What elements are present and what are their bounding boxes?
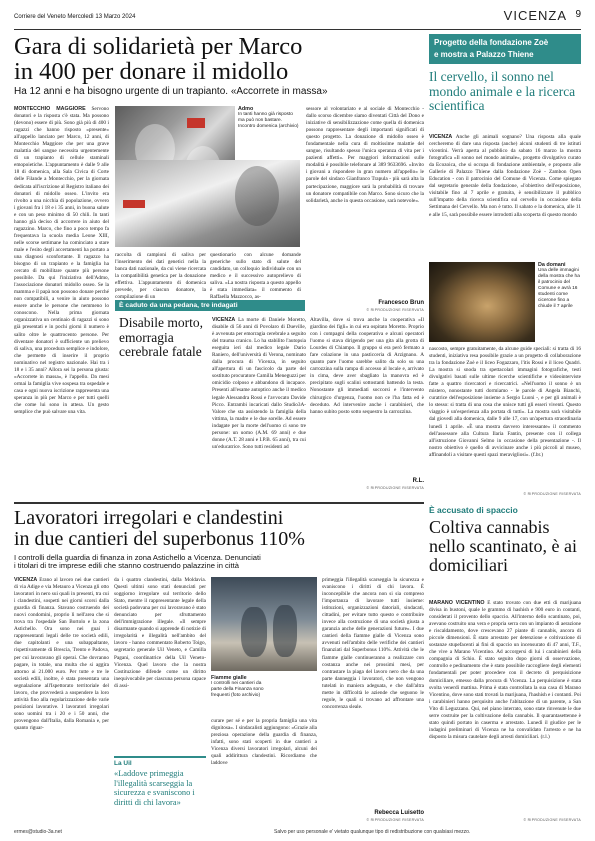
sidebar-column-a <box>429 134 581 256</box>
second-kicker: VICENZA <box>212 317 236 323</box>
lead-column-4: sessore al volontariato e al sociale di Montecchio - dallo scorso dicembre siamo diventati Città del Dono e iniziative di sensibilizzazione come quella di domenica possono rappresentare degli importanti significati di questo progetto. La donazione di midollo osseo è fondamentale nella cura di moltissime malattie del sangue, risultando spesso l'unica speranza di vita per i pazienti affetti». Per maggiori informazioni sulle modalità è possibile telefonare al 389 9633696. «Invito i giovani a rispondere in gran numero all'appello» le parole del sindaco Gianfranco Trapula - più sarà alta la partecipazione, maggiore sarà la probabilità di trovare un donatore compatibile con Marco. Sono sicuro che la solidarietà, anche in questa occasione, sarà notevole». <box>306 106 424 204</box>
third-byline: Rebecca Luisetto <box>374 810 424 816</box>
third-caption-text: I controlli nei cantieri da parte della Finanza sono frequenti (foto archivio) <box>211 681 264 698</box>
footer-email: ermes@studio-3a.net <box>14 829 62 835</box>
sidebar-caption-title: Da domani <box>538 262 566 268</box>
page-footer <box>14 829 581 835</box>
lead-photo-caption <box>238 106 300 130</box>
third-deck-line-2: i titolari di tre imprese edili che stanno costruendo palazzine in città <box>14 561 239 571</box>
sidebar-bar-line-2: e mostra a Palazzo Thiene <box>434 50 534 59</box>
second-column-1 <box>212 317 306 492</box>
second-headline: Disabile morto, emorragia cerebrale fatale <box>119 315 203 359</box>
lead-column-1 <box>14 106 109 489</box>
fourth-kicker-bar: È accusato di spaccio <box>429 505 518 515</box>
fourth-body-text: È stato trovato con due etti di marijuana divisa in bustoni, quale le grammo di hashish e 900 euro in contanti, considerati il provento dello spaccio. All'interno dello scantinato, poi, avevano costruito una vera e propria serra con un impianto di aerazione e riscaldamento, dove crescevano 27 piante di cannabis, ancora di piccole dimensioni. È stato arrestato per detenzione e coltivazione di sostanze stupefacenti ai fini di spaccio un incensurato di 47 anni, T.F., che vive a Marano Vicentino. Ad accorgersi di lui i carabinieri della compagnia di Schio. È stato seguito dopo giorni di osservazione, controllo e pedinamento che è stato possibile raccogliere degli elementi fondamentali per poter procedere con il decreto di perquisizione domiciliare, emesso dalla procura di Vicenza. La perquisizione è stata svolta venerdì mattina. Prima è stata controllata la sua casa di Marano Vicentino, dove sono stati trovati la marijuana, l'hashish e i contanti. Poi i carabinieri hanno perquisito anche l'abitazione di un parente, a San Vito di Leguzzano. Qui, nel piano interrato, sono state rinvenute le due serre costruite per la coltivazione della cannabis. Il quarantasettenne è stato quindi portato in caserma e arrestato. Lunedì il giudice per le indagini preliminari di Vicenza ne ha convalidato l'arresto e ne ha disposto la misura cautelare degli arresti domiciliari. (r.l.) <box>429 600 581 740</box>
second-rights: © RIPRODUZIONE RISERVATA <box>366 486 424 490</box>
photo-logo-mark <box>187 118 205 128</box>
fourth-kicker: MARANO VICENTINO <box>429 600 485 606</box>
photo-figure <box>273 605 297 657</box>
third-photo <box>211 577 317 671</box>
third-column-2: da i quattro clandestini, dalla Moldavia. Questi ultimi sono stati denunciati per soggiorno irregolare sul territorio dello Stato, mentre il rappresentante legale della società padovana per cui lavoravano è stato denunciato per sfruttamento dell'immigrazione illegale. «Il sempre disarmante quando si apprende di notizie di irregolarità e illegalità nell'ambito del lavoro - hanno commentato Roberto Toigo, segretario generale Uil Veneto, e Camilla Pagani, coordinatrice della Uil Veneto-Vicenza. Quel lavoro che la nostra Costituzione difende come un diritto inequivocabile per ciascuna persona capace di assi- <box>114 577 206 689</box>
second-byline: R.L. <box>412 478 424 484</box>
second-col1-text: La morte di Daniele Moretto, disabile di 56 anni di Povolaro di Dueville, è avvenuta per emorragia cerebrale a seguito del trauma cranico. Lo ha stabilito l'autopsia eseguita ieri dal medico legale Dario Raniero, dell'università di Verona, nominato dalla procura di Vicenza, in seguito all'apertura di un fascicolo da parte del sostituto procuratore Camilla Meneguzzi per omicidio colposo e abbandono di incapace. Presenti all'esame autoptico anche il medico legale Alessandra Rossi e l'avvocato Davide Picco. Entrambi incaricati dallo Studio3A-Valore che sta assistendo la famiglia della vittima, la madre e le due sorelle. Ad essere indagate per la morte dell'uomo ci sono tre persone: un uomo (A.M. 69 anni) e due donne (A.T. 28 anni e I.P.B. 65 anni), tra cui un'educatrice. Sono tutti residenti ad <box>212 317 306 450</box>
sidebar-rights: © RIPRODUZIONE RISERVATA <box>523 492 581 496</box>
sidebar-topic-bar <box>429 34 581 64</box>
third-col1-text: Erano al lavoro nei due cantieri di via Adige e via Metauro a Vicenza gli otto lavoratori in nero sui quali in presenti, tra cui i clandestini, sospetti nei giorni scorsi dalla guardia di finanza. Stavano costruendo dei nuovi condomini, proprio lì nell'area che si trova tra l'ospedale San Bortolo e la zona Astichello. Ora sono nei guai i rappresentanti legali delle tre società edili, due capitolanti e una subappaltante, rispettivamente di Brescia, Trento e Padova, per cui lavoravano gli operai. Che dovranno pagare, in totale, una multa che si aggira attorno ai 21.000 euro. Per tutte e tre le società edili, inoltre, è stata presentata una segnalazione all'Ispettorato territoriale del lavoro, che provvederà a sospendere la loro attività fino alla regolarizzazione delle varie posizioni lavorative. I lavoratori irregolari sono uomini tra i 20 e i 50 anni, che provengono dall'Italia, dalla Romania e, per quanto riguar- <box>14 577 109 731</box>
third-rule <box>14 502 424 504</box>
lead-byline: Francesco Brun <box>378 300 424 306</box>
sidebar-headline: Il cervello, il sonno nel mondo animale e la ricerca scientifica <box>429 69 576 113</box>
third-quote-box <box>114 756 206 824</box>
sidebar-animal-photo <box>429 262 535 342</box>
second-column-2: Altavilla, dove si trova anche la cooperativa «Il giardino dei figli» in cui era ospitato Moretto. Proprio con i compagni della cooperativa e alcuni operatori l'uomo si stava dirigendo per una gita alla grotta di Lourdes di Chiampo. Il gruppo si era però fermato a fare colazione in una pasticceria di Arzignano. A quanto pare l'uomo sarebbe salito da solo su una carrozzina sulla rampa di accesso al locale e, arrivato in cima, deve aver sbagliato la manovra ed è precipitato sugli scalini sottostanti battendo la testa. Nonostante gli immediati soccorsi e l'intervento chirurgico d'urgenza, l'uomo non ce l'ha fatta ed è deceduto. Ad intervenire anche i carabinieri, che hanno subito posto sotto sequestro la carrozzina. <box>310 317 424 415</box>
lead-column-2: raccolta di campioni di saliva per l'inserimento dei dati genetici nella la banca dati nazionale, da cui viene ricercata la compatibilità genetica per la donazione effettiva. L'appuntamento di domenica prevede, per ciascun donatore, la compilazione di un <box>115 252 206 299</box>
caption-text: In tanti hanno già risposto ma può non bastare. Incontro domenica (archivio) <box>238 112 299 129</box>
third-headline-line-1: Lavoratori irregolari e clandestini <box>14 507 284 529</box>
quote-text: «Laddove primeggia l'illegalità scarseggia la sicurezza e svaniscono i diritti di chi lavora» <box>114 769 195 807</box>
third-headline <box>14 508 424 550</box>
issue-date: Corriere del Veneto Mercoledì 13 Marzo 2024 <box>14 14 136 20</box>
photo-figure <box>235 166 279 226</box>
page-masthead <box>14 8 581 28</box>
sidebar-caption-text: Una delle immagini della mostra che ha il patrocinio del Comune e avrà 16 studenti come cicerone fino a chiude il 7 aprile <box>538 268 580 309</box>
lead-headline-line-2: in 400 per donare il midollo <box>14 57 289 85</box>
lead-deck: Ha 12 anni e ha bisogno urgente di un trapianto. «Accorrete in massa» <box>14 86 328 97</box>
caption-title: Admo <box>238 106 254 112</box>
third-column-1 <box>14 577 109 825</box>
photo-banner <box>123 200 145 208</box>
page-number: 9 <box>575 9 581 20</box>
third-rights: © RIPRODUZIONE RISERVATA <box>366 818 424 822</box>
masthead-rule <box>14 29 581 30</box>
fourth-body <box>429 600 581 816</box>
quote-title: La Uil <box>114 760 132 767</box>
third-caption-title: Fiamme gialle <box>211 675 247 681</box>
sidebar-bar-line-1: Progetto della fondazione Zoè <box>434 38 549 47</box>
sidebar-kicker: VICENZA <box>429 134 453 140</box>
third-column-4: primeggia l'illegalità scarseggia la sicurezza e svaniscono i diritti di chi lavora. È inconcepibile che ancora non si sia compreso l'importanza di lavorare tutti insieme: istituzioni, organizzazioni datoriali, sindacati, cittadini, per evitare tutto questo e contribuire invece alla costruzione di una società giusta a garanzia anche delle generazioni future». I due cantieri della fiamme gialle di Vicenza sono avvenuti nell'ambito delle verifiche dei cantieri finanziati dal Superbonus 110%. Attività che le fiamme gialle continueranno a realizzare con costanza anche nei prossimi mesi, per contrastare la piaga del lavoro nero che da una parte danneggia i lavoratori, che non vengono tutelati in maniera adeguata, e che dall'altra mette in difficoltà le aziende che seguono le regole, le quali si trovano ad affrontare una concorrenza sleale. <box>322 577 424 710</box>
sidebar-column-b: nascosto, sempre gratuitamente, da alcune guide speciali: si tratta di 16 studenti, iniziativa resa possibile grazie a un progetto di collaborazione tra la fondazione Zoè e il liceo Fogazzaro, l'itis Rossi e il liceo Quadri. La mostra si snoda tra spettacolari immagini fotografiche, testi divulgativi basati sulle ultime ricerche scientifiche e videointerviste fatte a quattro ricercatori e ricercatrici. «Nell'uomo il sonno è un mistero, nonostante tutti dormiamo - le parole di Angela Bianchi, curatrice dell'esposizione insieme a Sergio Luoni -, e per gli animali è lo stesso: si tratta di una cosa che unisce tutti gli esseri viventi. Questo viaggio è un'esperienza alla portata di tutti». La mostra sarà visitabile dal giovedì alla domenica, dalle 9 alle 17, con un'apertura straordinaria lunedì 1 aprile. «È una mostra davvero interessante» il commento dell'assessore alla Cultura Ilaria Fantin, presente con il collega all'istruzione Giovanni Selmo in occasione della presentazione -. Il nostro obiettivo è quello di avvicinare anche i più piccoli al museo, affinandoli a visitare questi spazi meravigliosi». (f.br.) <box>429 346 581 458</box>
footer-notice: Salvo per uso personale e' vietato qualunque tipo di redistribuzione con qualsiasi mezzo. <box>274 829 471 835</box>
section-city: VICENZA <box>503 8 567 23</box>
second-topic-bar: È caduto da una pedana, tre indagati <box>115 300 305 311</box>
fourth-rights: © RIPRODUZIONE RISERVATA <box>523 818 581 822</box>
lead-headline-line-1: Gara di solidarietà per Marco <box>14 33 303 60</box>
lead-column-3: questionario con alcune domande generiche sullo stato di salute del candidato, un colloquio individuale con un medico e il successivo autoprelievo di saliva. «La nostra risposta a questo appello è stata immediata» il commento di Raffaella Mazzocco, as- <box>210 252 301 299</box>
fourth-headline: Coltiva cannabis nello scantinato, è ai domiciliari <box>429 517 577 575</box>
lead-kicker: MONTECCHIO MAGGIORE <box>14 106 86 112</box>
lead-headline <box>14 34 424 84</box>
sidebar-photo-caption <box>538 262 581 310</box>
third-headline-line-2: in due cantieri del superbonus 110% <box>14 528 305 550</box>
photo-figure <box>241 607 267 657</box>
lead-rights: © RIPRODUZIONE RISERVATA <box>366 308 424 312</box>
third-kicker: VICENZA <box>14 577 38 583</box>
sidebar-col-a-text: Anche gli animali sognano? Una risposta alla quale cercheremo di dare una risposta (anche) alcuni studenti di tre istituti vicentini. Verrà aperta al pubblico da sabato 16 marzo la mostra fotografica «Il sonno nel mondo animale», progetto divulgativo curato da Ecozoica, che si occupa di fondazione ambientale, e proposto alle Gallerie di Palazzo Thiene dalla fondazione Zoè - Zambon Open Education - con il patrocinio del Comune di Vicenza. Come spiegato dal segretario generale della fondazione, «l'obiettivo dell'esposizione, visitabile fino al 7 aprile e gratuita, è sensibilizzare il pubblico sull'impatto della ricerca scientifica sul cervello in occasione della Settimana del Cervello. Ma non è tutto. Il sabato e la domenica, alle 11 e alle 15, sarà possibile essere introdotti alla scoperta di questo mondo <box>429 134 581 218</box>
third-photo-caption <box>211 675 267 699</box>
third-deck-line-1: I controlli della guardia di finanza in zona Astichello a Vicenza. Denunciati <box>14 553 261 562</box>
lead-col1-text: Servono donatori e la risposta c'è stata. Ma possono (devono) essere di più. Sono già più di 400 i ragazzi che hanno risposto «presente» all'appello lanciato per Marco, 12 anni, di Montecchio Maggiore che per una grave malattia del sangue necessita urgentemente di un trapianto di cellule staminali emopoietiche. L'appuntamento è dalle 9 alle 18 di domenica, alla Sala Civica di Corte delle Filande a Montecchio, per la giornata dedicata all'iscrizione al Registro italiano dei donatori di midollo osseo. L'invito era rivolto a una nicchia di popolazione, ovvero i giovani fra i 18 e i 35 anni, in buona salute e con un peso minimo di 50 chili. In tanti hanno già deciso di accorrere in aiuto del ragazzino. Marco, che fino a poco tempo fa frequentava la scuola media Leone XIII, nelle scorse settimane ha cominciato a stare male e l'esito degli accertamenti ha portato a una diagnosi sconfortante. Il ragazzo ha bisogno di un trapianto e la famiglia ha cercato di mobilitare quante più persone possibile. Da qui l'iniziativa dell'Admo, l'associazione donatori midollo osseo. Se la mamma e il papà non possono donare perché non compatibili, a venire in aiuto possono essere anche le persone che nemmeno lo conoscono. Nella prima giornata organizzativa un centinaio di ragazzi si sono già presentati e in pochi giorni il numero è salito oltre le quattrocento persone. Per diventare donatori è sufficiente un prelievo di saliva, una procedura semplice e indolore, che permette di inserire il proprio nominativo nel registro nazionale. Hai tra i 18 e i 35 anni? Allora sei la persona giusta: «Accorrete in massa», è l'appello. Da mesi ormai la famiglia vive sospesa tra ospedale e casa e ogni nuova iscrizione rappresenta una speranza in più per Marco e per tutti quelli che come lui sono in attesa. Un gesto semplice che può salvare una vita. <box>14 106 109 416</box>
lead-photo-lower <box>115 160 300 247</box>
third-deck <box>14 554 424 571</box>
third-column-3: curare per sé e per la propria famiglia una vita dignitosa». I sindacalisti aggiungono: «Grazie alla preziosa operazione della guardia di finanza, infatti, sono stati scoperti in due cantieri a Vicenza diversi lavoratori irregolari, alcuni dei quali addirittura clandestini. Ricordiamo che laddove <box>211 718 317 767</box>
